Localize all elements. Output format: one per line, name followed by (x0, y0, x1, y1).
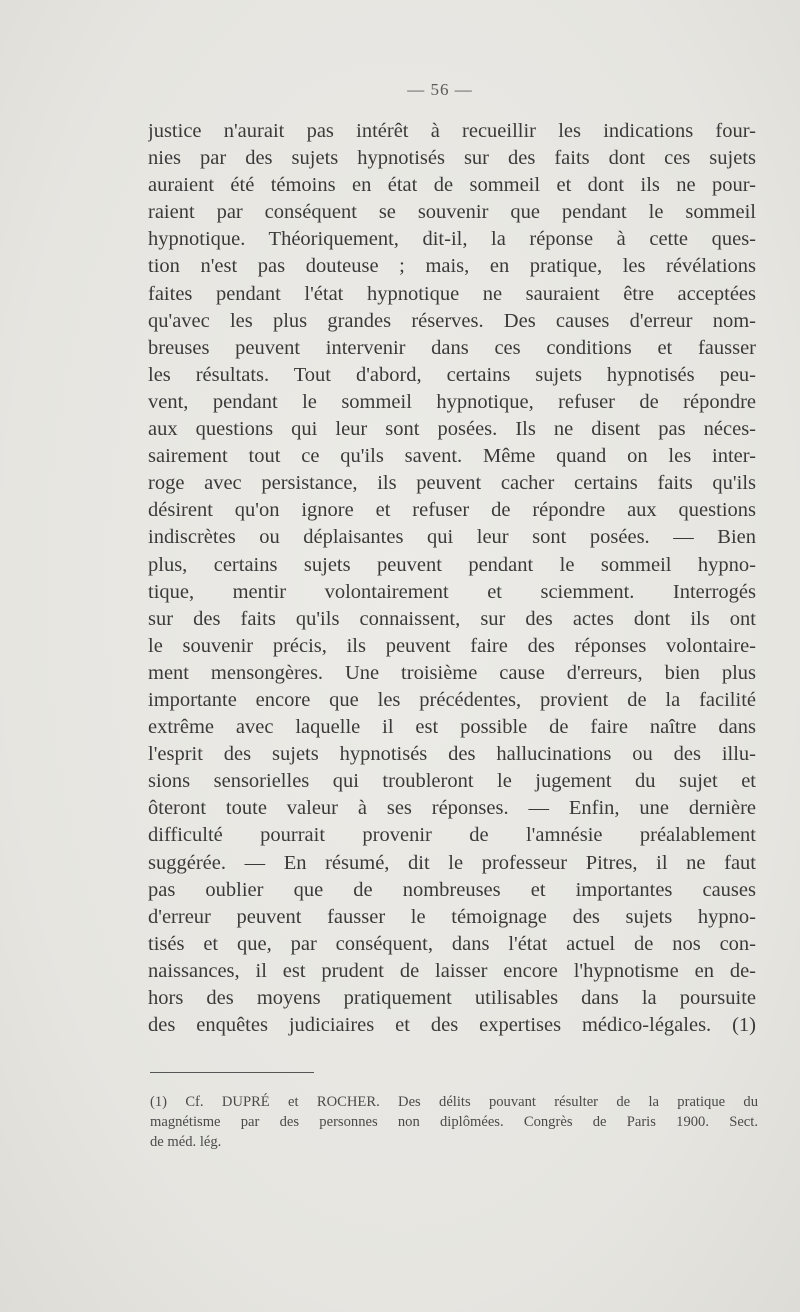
text-line: naissances, il est prudent de laisser encore l'hypnotisme en de- (148, 959, 756, 982)
text-line: aux questions qui leur sont posées. Ils ne disent pas néces- (148, 418, 756, 441)
footnote-divider (150, 1072, 314, 1073)
text-line: d'erreur peuvent fausser le témoignage des sujets hypno- (148, 905, 756, 928)
page-number: — 56 — (407, 80, 473, 99)
text-line: pas oublier que de nombreuses et importantes causes (148, 878, 756, 901)
text-line: l'esprit des sujets hypnotisés des hallucinations ou des illu- (148, 743, 756, 766)
text-line: plus, certains sujets peuvent pendant le sommeil hypno- (148, 553, 756, 576)
text-line: raient par conséquent se souvenir que pendant le sommeil (148, 201, 756, 224)
body-text (148, 118, 756, 1039)
text-line: importante encore que les précédentes, provient de la facilité (148, 688, 756, 711)
text-line: ôteront toute valeur à ses réponses. — Enfin, une dernière (148, 797, 756, 820)
footnote-line: de méd. lég. (150, 1134, 222, 1150)
text-line: tion n'est pas douteuse ; mais, en pratique, les révélations (148, 255, 756, 278)
text-line: justice n'aurait pas intérêt à recueillir les indications four- (148, 120, 756, 142)
text-line: hypnotique. Théoriquement, dit-il, la réponse à cette ques- (148, 228, 756, 251)
text-line: roge avec persistance, ils peuvent cacher certains faits qu'ils (148, 472, 756, 495)
text-line: sur des faits qu'ils connaissent, sur des actes dont ils ont (148, 607, 756, 630)
text-line: les résultats. Tout d'abord, certains sujets hypnotisés peu- (148, 363, 756, 386)
footnote (150, 1092, 758, 1152)
text-line: tisés et que, par conséquent, dans l'état actuel de nos con- (148, 932, 756, 955)
text-line: des enquêtes judiciaires et des expertises médico-légales. (1) (148, 1014, 756, 1037)
text-line: qu'avec les plus grandes réserves. Des causes d'erreur nom- (148, 309, 756, 332)
text-line: extrême avec laquelle il est possible de faire naître dans (148, 716, 756, 739)
text-line: sairement tout ce qu'ils savent. Même quand on les inter- (148, 445, 756, 468)
text-line: vent, pendant le sommeil hypnotique, refuser de répondre (148, 390, 756, 413)
text-line: nies par des sujets hypnotisés sur des faits dont ces sujets (148, 147, 756, 170)
text-line: auraient été témoins en état de sommeil et dont ils ne pour- (148, 174, 756, 197)
footnote-line: magnétisme par des personnes non diplômées. Congrès de Paris 1900. Sect. (150, 1114, 758, 1130)
text-line: le souvenir précis, ils peuvent faire des réponses volontaire- (148, 634, 756, 657)
text-line: difficulté pourrait provenir de l'amnésie préalablement (148, 824, 756, 847)
text-line: hors des moyens pratiquement utilisables dans la poursuite (148, 987, 756, 1009)
text-line: sions sensorielles qui troubleront le jugement du sujet et (148, 770, 756, 793)
text-line: ment mensongères. Une troisième cause d'erreurs, bien plus (148, 661, 756, 684)
text-line: breuses peuvent intervenir dans ces conditions et fausser (148, 336, 756, 359)
footnote-line: (1) Cf. DUPRÉ et ROCHER. Des délits pouvant résulter de la pratique du (150, 1094, 758, 1110)
text-line: désirent qu'on ignore et refuser de répondre aux questions (148, 499, 756, 522)
text-line: indiscrètes ou déplaisantes qui leur sont posées. — Bien (148, 526, 756, 549)
text-line: suggérée. — En résumé, dit le professeur Pitres, il ne faut (148, 851, 756, 874)
text-line: faites pendant l'état hypnotique ne sauraient être acceptées (148, 282, 756, 305)
text-line: tique, mentir volontairement et sciemment. Interrogés (148, 580, 756, 603)
